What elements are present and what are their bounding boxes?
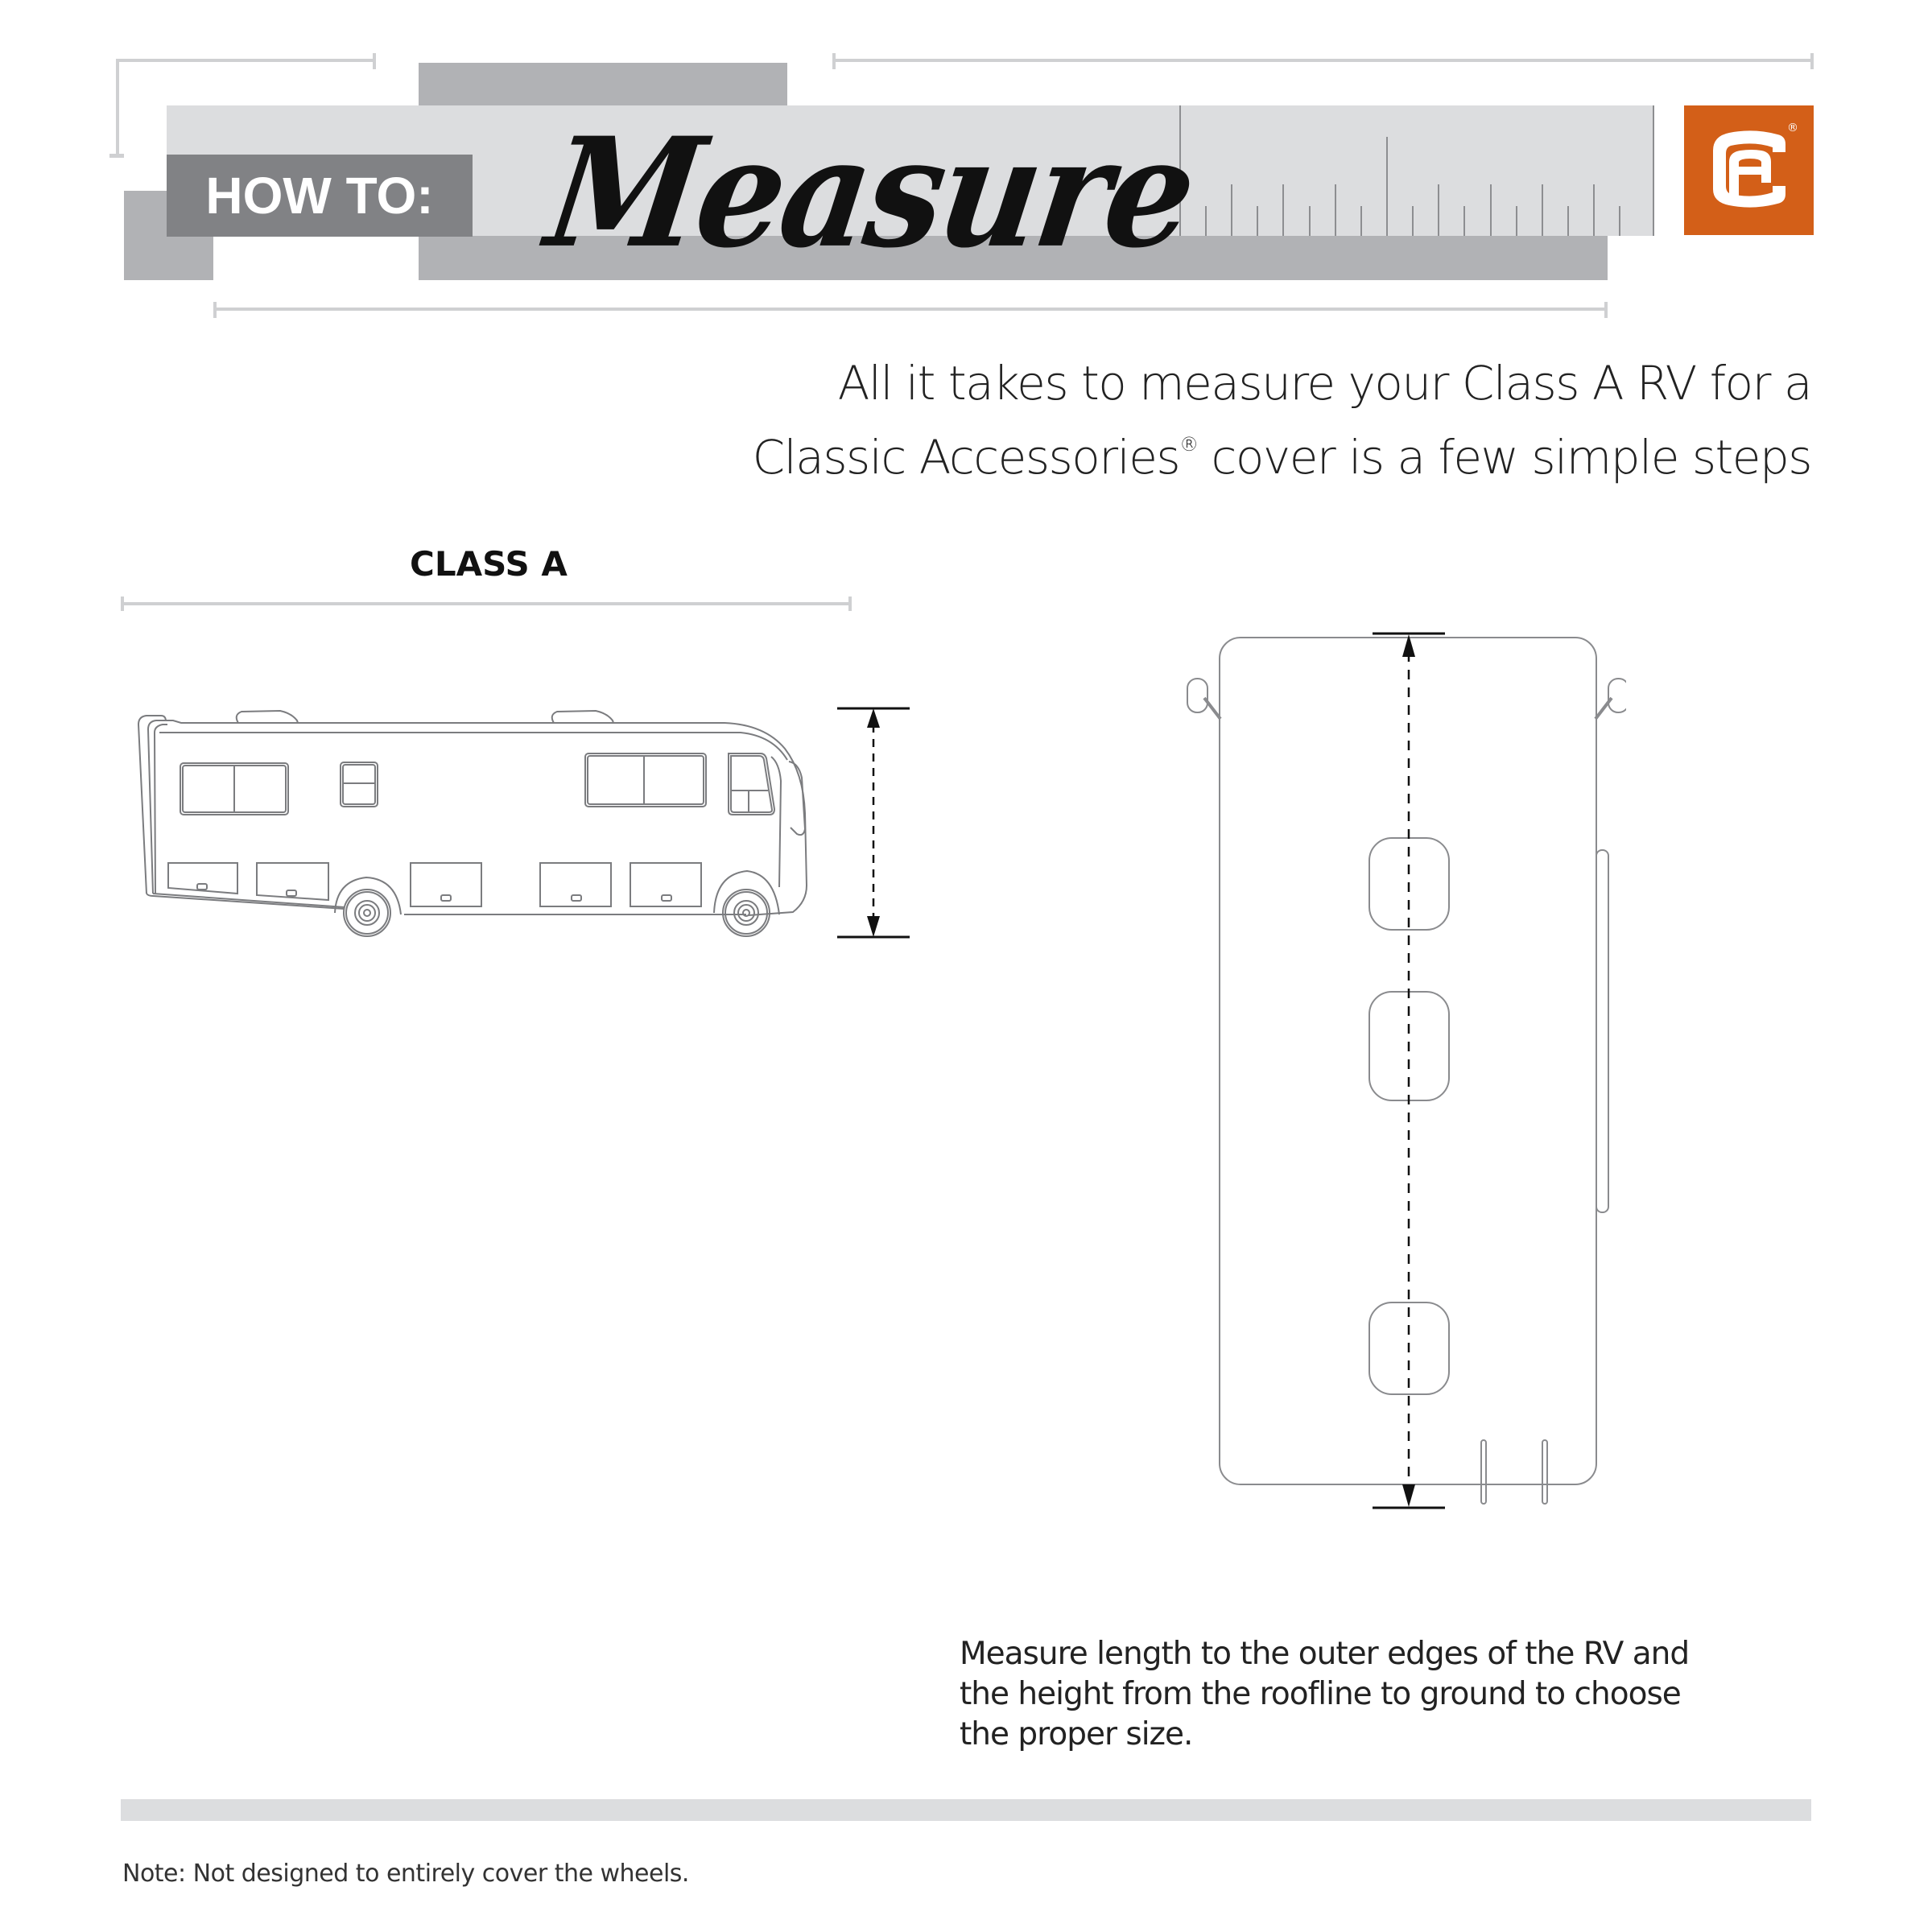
class-rule-tick-left [121,597,124,611]
instructions-text [960,1634,1689,1755]
instructions-line-1: Measure length to the outer edges of the RV and [960,1636,1690,1672]
intro-text [604,353,1811,488]
footer-note: Note: Not designed to entirely cover the wheels. [122,1860,689,1888]
footer-divider-bar [121,1799,1811,1821]
intro-line-2: Classic Accessories® cover is a few simple steps [752,430,1811,485]
bracket-left-foot [109,154,124,158]
header-bottom-rule [215,308,1606,311]
intro-line-1: All it takes to measure your Class A RV for a [837,356,1811,411]
bracket-left-tick [373,53,376,69]
brand-logo[interactable] [1684,105,1814,235]
instructions-line-3: the proper size. [960,1716,1193,1752]
top-right-rule-tick-right [1810,53,1814,69]
class-rule-tick-right [848,597,852,611]
classic-accessories-logo-icon [1684,105,1814,235]
header-bottom-rule-tick-left [213,302,217,318]
registered-mark: ® [1179,433,1198,456]
height-dimension-arrow-icon [833,700,914,942]
bracket-left-vertical [116,60,119,156]
registered-mark: ® [1787,122,1798,134]
rv-side-view-icon [129,700,934,950]
bracket-left-horizontal [116,59,375,62]
block-top-mid [419,63,787,106]
class-label: CLASS A [410,544,568,584]
page-title: Measure [538,105,1203,282]
header-bottom-rule-tick-right [1604,302,1608,318]
ruler-icon [1175,105,1658,237]
instructions-line-2: the height from the roofline to ground to choose [960,1676,1681,1712]
class-rule [122,602,850,605]
top-right-rule [834,59,1813,62]
top-right-rule-tick-left [832,53,836,69]
how-to-label: HOW TO: [167,155,473,237]
rv-top-view-icon [1175,628,1626,1521]
